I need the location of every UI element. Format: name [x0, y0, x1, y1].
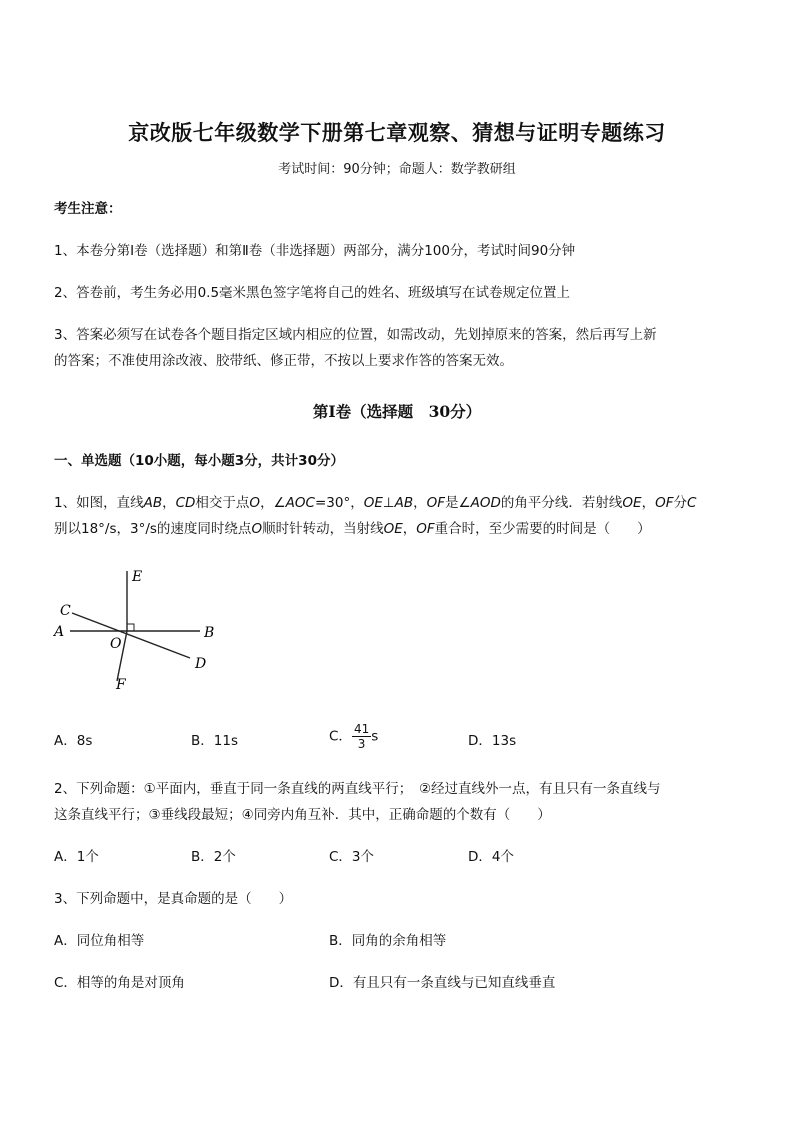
q1-geometry-diagram — [50, 565, 230, 690]
q2-option-d[interactable]: D．4个 — [468, 849, 514, 865]
q2-option-c[interactable]: C．3个 — [329, 849, 375, 865]
q1-text: =30°， — [314, 495, 364, 511]
q1-text: AB — [394, 495, 414, 511]
q1-text: 1、如图，直线 — [54, 495, 144, 511]
q3-option-a[interactable]: A．同位角相等 — [54, 933, 145, 949]
notice-item-3: 3、答案必须写在试卷各个题目指定区域内相应的位置，如需改动，先划掉原来的答案，然后再写上新 — [54, 327, 657, 343]
q1-text: ， — [413, 495, 427, 511]
fraction-denominator: 3 — [357, 737, 366, 751]
q3-stem: 3、下列命题中，是真命题的是（ ） — [54, 891, 293, 907]
q1-text: ⊥ — [382, 495, 395, 511]
label-e: E — [132, 569, 143, 585]
notice-item-1: 1、本卷分第Ⅰ卷（选择题）和第Ⅱ卷（非选择题）两部分，满分100分，考试时间90分钟 — [54, 243, 576, 259]
q2-option-b[interactable]: B．2个 — [191, 849, 236, 865]
q1-stem-line-1 — [54, 493, 696, 513]
q1-text: OE — [363, 495, 383, 511]
q1-text: OF — [426, 495, 446, 511]
label-f: F — [116, 677, 126, 690]
q1-option-b[interactable]: B．11s — [191, 733, 238, 749]
notice-heading: 考生注意： — [54, 201, 122, 217]
q1-text: OE — [622, 495, 642, 511]
q1-stem-line-2 — [54, 519, 651, 539]
q1-text: OE — [383, 521, 403, 537]
q1-text: 重合时，至少需要的时间是（ ） — [434, 521, 651, 537]
q1-text: 相交于点 — [195, 495, 250, 511]
q1-text: ， — [641, 495, 656, 511]
q3-option-c[interactable]: C．相等的角是对顶角 — [54, 975, 185, 991]
right-angle-mark — [127, 624, 134, 631]
fraction — [352, 722, 371, 751]
q1-text: ， — [402, 521, 417, 537]
exam-info: 考试时间：90分钟；命题人：数学教研组 — [278, 162, 516, 177]
fraction-numerator: 41 — [353, 722, 370, 736]
q1-text: 顺时针转动，当射线 — [262, 521, 384, 537]
q1-text: ，∠ — [260, 495, 286, 511]
label-d: D — [195, 656, 207, 672]
q1-text: CD — [175, 495, 196, 511]
q1-text: 分 — [673, 495, 687, 511]
section-title: 第Ⅰ卷（选择题 30分） — [312, 402, 482, 421]
q3-option-d[interactable]: D．有且只有一条直线与已知直线垂直 — [329, 975, 556, 991]
option-unit: s — [371, 728, 379, 745]
option-prefix: C． — [329, 728, 352, 745]
q1-text: AOC — [285, 495, 315, 511]
label-c: C — [60, 603, 71, 619]
q1-text: OF — [655, 495, 674, 511]
notice-item-3-cont: 的答案；不准使用涂改液、胶带纸、修正带，不按以上要求作答的答案无效。 — [54, 353, 513, 369]
label-o: O — [110, 636, 122, 652]
label-a: A — [54, 624, 65, 640]
notice-item-2: 2、答卷前，考生务必用0.5毫米黑色签字笔将自己的姓名、班级填写在试卷规定位置上 — [54, 285, 571, 301]
label-b: B — [204, 625, 215, 641]
q1-option-d[interactable]: D．13s — [468, 733, 517, 749]
q1-text: O — [251, 521, 263, 537]
q3-option-b[interactable]: B．同角的余角相等 — [329, 933, 447, 949]
q2-stem-line-2: 这条直线平行；③垂线段最短；④同旁内角互补．其中，正确命题的个数有（ ） — [54, 807, 551, 823]
q1-text: 的角平分线．若射线 — [500, 495, 623, 511]
q1-option-a[interactable]: A．8s — [54, 733, 93, 749]
q1-text: AOD — [470, 495, 501, 511]
q1-text: OF — [416, 521, 435, 537]
q1-text: AB — [143, 495, 163, 511]
q2-stem-line-1: 2、下列命题：①平面内，垂直于同一条直线的两直线平行； ②经过直线外一点，有且只有一条直线与 — [54, 781, 661, 797]
q1-text: C — [686, 495, 697, 511]
q1-option-c[interactable] — [329, 722, 378, 751]
q1-text: O — [249, 495, 261, 511]
q1-text: 是∠ — [445, 495, 471, 511]
q1-text: 别以18°/s，3°/s的速度同时绕点 — [54, 521, 252, 537]
q1-text: ， — [162, 495, 176, 511]
page-title: 京改版七年级数学下册第七章观察、猜想与证明专题练习 — [128, 120, 666, 145]
part-heading: 一、单选题（10小题，每小题3分，共计30分） — [54, 453, 344, 469]
line-cd — [72, 613, 190, 658]
q2-option-a[interactable]: A．1个 — [54, 849, 99, 865]
